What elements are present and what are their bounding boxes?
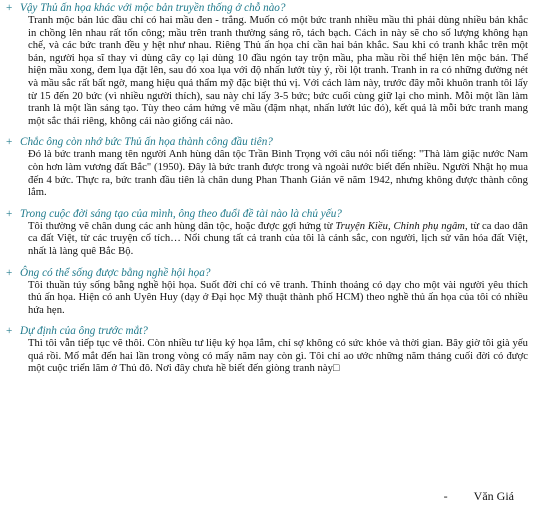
author-signature <box>444 489 514 504</box>
answer-text: Tôi thường vẽ chân dung các anh hùng dân tộc, hoặc được gợi hứng từ <box>28 220 336 232</box>
answer-5: Thì tôi vẫn tiếp tục vẽ thôi. Còn nhiều tư liệu ký họa lắm, chỉ sợ không có sức khỏe và thời gian. Bây giờ tôi già yếu quá rồi. Mổ mắt đến hai lần trong vòng có mấy năm nay còn gì. Tôi chỉ ao ước những năm tháng cuối đời có được một cuộc triển lãm ở Thủ đô. Nơi đây chưa hề biết đến giòng tranh này□ <box>28 338 528 375</box>
question-2 <box>6 136 528 149</box>
question-3 <box>6 208 528 221</box>
qa-block-3 <box>6 208 528 259</box>
answer-1: Tranh mộc bản lúc đầu chỉ có hai mầu đen - trắng. Muốn có một bức tranh nhiều mầu thì phải dùng nhiều bản khắc in chồng lên nhau rất tốn công; mầu trên tranh thường sáng rõ, tách bạch. Cách in này sẽ cho số lượng không hạn chế, và các bức tranh đều y hệt như nhau. Riêng Thủ ấn họa chỉ cần hai bản khắc. Sau khi có tranh khắc trên một bản, người họa sĩ thay vì dùng cây cọ lại dùng 10 đầu ngón tay trộn mầu, pha mầu rồi thể hiện lên mộc bản. Thể hiện mầu xong, đem lụa đặt lên, sau đó xoa lụa với độ nhấn lướt tùy ý, rồi lột tranh. Tranh in ra có những đường nét và mầu sắc rất bất ngờ, mang hiệu quả thẩm mỹ đặc biệt thú vị. Với cách làm này, trước đây mỗi khuôn tranh tôi lấy từ 15 đến 20 bức (vì nhiều người thích), sau này chỉ lấy 3-5 bức; bức cuối cùng giữ lại cho mình. Mỗi một lần làm tranh là một lần sáng tạo. Tùy theo cảm hứng vẽ mầu (đậm nhạt, nhấn lướt lúc đó), kết quả là mỗi bức tranh mang một sắc thái riêng, không cái nào giống cái nào. <box>28 15 528 127</box>
answer-3 <box>28 221 528 259</box>
answer-text: , <box>388 220 394 232</box>
question-text: Dự định của ông trước mắt? <box>20 325 148 338</box>
book-title-truyen-kieu: Truyện Kiều <box>335 220 389 232</box>
qa-block-4 <box>6 267 528 318</box>
qa-block-5 <box>6 325 528 376</box>
qa-block-1 <box>6 2 528 128</box>
bullet-marker: + <box>6 2 13 14</box>
question-4 <box>6 267 528 280</box>
bullet-marker: + <box>6 207 13 220</box>
bullet-marker: + <box>6 266 13 279</box>
question-1 <box>6 2 528 15</box>
answer-2: Đó là bức tranh mang tên người Anh hùng dân tộc Trần Bình Trọng với câu nói nổi tiếng: "Thà làm giặc nước Nam còn hơn làm vương đất Bắc" (1950). Đây là bức tranh được trong và ngoài nước biết đến nhiều. Người Nhật họ mua đến 4 bức. Thực ra, bức tranh đầu tiên là chân dung Phan Thanh Giản vẽ năm 1942, nhưng không được thành công lắm. <box>28 149 528 199</box>
answer-4: Tôi thuần túy sống bằng nghề hội họa. Suốt đời chỉ có vẽ tranh. Thỉnh thoảng có dạy cho một vài người yêu thích thủ ấn họa. Hiện có anh Uyên Huy (dạy ở Đại học Mỹ thuật thành phố HCM) theo nghề thủ ấn họa của tôi có nhiều hứa hẹn. <box>28 279 528 316</box>
question-text: Trong cuộc đời sáng tạo của mình, ông theo đuổi đề tài nào là chủ yếu? <box>20 207 342 220</box>
qa-block-2 <box>6 136 528 199</box>
author-name: Văn Giá <box>473 489 514 503</box>
question-5 <box>6 325 528 338</box>
answer-text: , từ ca dao dân ca đất Việt, từ các truyện cổ tích… Nổi chung tất cả tranh của tôi là cảnh sắc, con người, lịch sử văn hóa đất Việt, nhất là làng quê Bắc Bộ. <box>28 220 528 257</box>
question-text: Ông có thể sống được bằng nghề hội họa? <box>20 266 211 279</box>
question-text: Vậy Thủ ấn họa khác với mộc bản truyền thống ở chỗ nào? <box>20 2 286 14</box>
book-title-chinh-phu-ngam: Chinh phụ ngâm <box>393 220 465 232</box>
bullet-marker: + <box>6 325 13 338</box>
signature-dash: - <box>443 489 448 503</box>
bullet-marker: + <box>6 136 13 149</box>
question-text: Chắc ông còn nhớ bức Thủ ấn họa thành công đầu tiên? <box>20 136 273 149</box>
